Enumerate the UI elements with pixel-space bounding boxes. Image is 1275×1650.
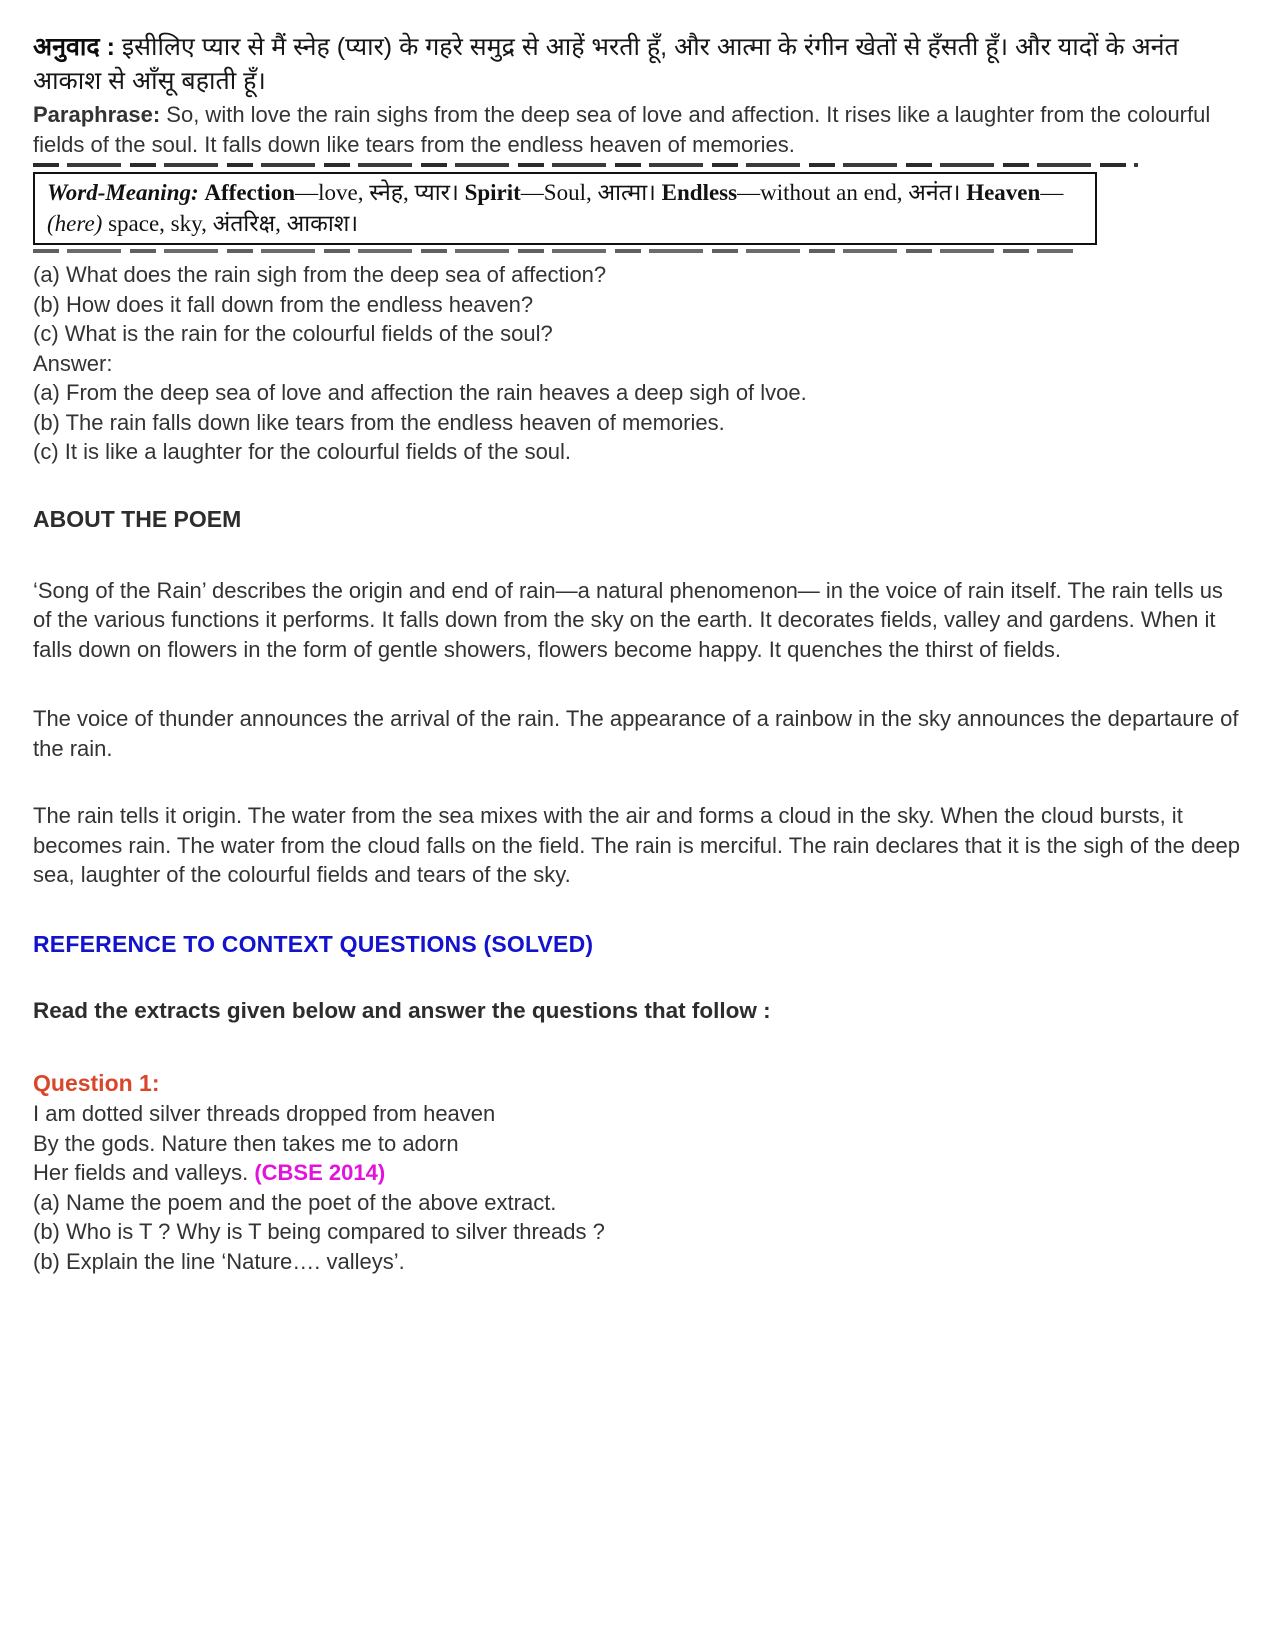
extract-line: By the gods. Nature then takes me to adorn [33, 1130, 459, 1156]
about-poem-heading: ABOUT THE POEM [33, 505, 242, 532]
word-meaning-def: —without an end, अनंत। [737, 180, 967, 205]
question-item: (b) Who is T ? Why is T being compared to silver threads ? [33, 1219, 605, 1244]
extract-line-text: Her fields and valleys. [33, 1160, 255, 1185]
about-poem-paragraph: The voice of thunder announces the arrival of the rain. The appearance of a rainbow in the sky announces the departaure of the rain. [33, 706, 1239, 761]
answer-line: (a) From the deep sea of love and affection the rain heaves a deep sigh of lvoe. [33, 380, 807, 405]
question-item: (b) Explain the line ‘Nature…. valleys’. [33, 1248, 405, 1274]
question-line: (a) What does the rain sigh from the deep sea of affection? [33, 262, 607, 287]
reference-section-heading: REFERENCE TO CONTEXT QUESTIONS (SOLVED) [33, 930, 594, 957]
word-meaning-box [33, 172, 1097, 245]
about-poem-paragraph: The rain tells it origin. The water from the sea mixes with the air and forms a cloud in the sky. When the cloud bursts, it becomes rain. The water from the cloud falls on the field. The rain is merciful. The rain declares that it is the sigh of the deep sea, laughter of the colourful fields and tears of the sky. [33, 803, 1240, 887]
question-item: (a) Name the poem and the poet of the above extract. [33, 1189, 557, 1215]
question-line: (c) What is the rain for the colourful fields of the soul? [33, 321, 553, 346]
word-meaning-term: Endless [661, 180, 738, 205]
translation-paragraph [33, 30, 1245, 98]
word-meaning-here: (here) [47, 211, 103, 236]
extract-line: I am dotted silver threads dropped from heaven [33, 1101, 496, 1126]
word-meaning-def: — [1040, 180, 1064, 205]
word-meaning-def-tail: space, sky, अंतरिक्ष, आकाश। [102, 211, 359, 236]
word-meaning-def: —Soul, आत्मा। [520, 180, 662, 205]
answer-line: (b) The rain falls down like tears from the endless heaven of memories. [33, 409, 725, 435]
translation-text: इसीलिए प्यार से मैं स्नेह (प्यार) के गहरे समुद्र से आहें भरती हूँ, और आत्मा के रंगीन खेतों से हँसती हूँ। और यादों के अनंत आकाश से आँसू बहाती हूँ। [33, 33, 1179, 95]
scan-artifact-bottom [33, 249, 1073, 253]
word-meaning-title: Word-Meaning: [47, 180, 199, 205]
cbse-tag: (CBSE 2014) [254, 1160, 386, 1185]
word-meaning-term: Heaven [966, 180, 1041, 205]
instruction-text: Read the extracts given below and answer the questions that follow : [33, 997, 771, 1023]
about-poem-paragraph: ‘Song of the Rain’ describes the origin and end of rain—a natural phenomenon— in the voice of rain itself. The rain tells us of the various functions it performs. It falls down from the sky on the earth. It decorates fields, valley and gardens. When it falls down on flowers in the form of gentle showers, flowers become happy. It quenches the thirst of fields. [33, 577, 1223, 662]
question-line: (b) How does it fall down from the endless heaven? [33, 291, 534, 317]
answer-label: Answer: [33, 350, 113, 376]
paraphrase-text: So, with love the rain sighs from the deep sea of love and affection. It rises like a laughter from the colourful fields of the soul. It falls down like tears from the endless heaven of memories. [33, 102, 1211, 157]
answer-line: (c) It is like a laughter for the colourful fields of the soul. [33, 439, 572, 464]
paraphrase-paragraph [33, 100, 1245, 159]
translation-label: अनुवाद : [33, 33, 115, 61]
word-meaning-def: —love, स्नेह, प्यार। [295, 180, 465, 205]
scan-artifact-top [33, 163, 1138, 167]
question1-body [33, 1099, 1245, 1276]
word-meaning-term: Spirit [464, 180, 521, 205]
question1-label: Question 1: [33, 1070, 160, 1096]
extract-line [33, 1158, 1245, 1188]
extract-questions-block [33, 260, 1245, 467]
paraphrase-label: Paraphrase: [33, 102, 161, 127]
word-meaning-term: Affection [204, 180, 296, 205]
